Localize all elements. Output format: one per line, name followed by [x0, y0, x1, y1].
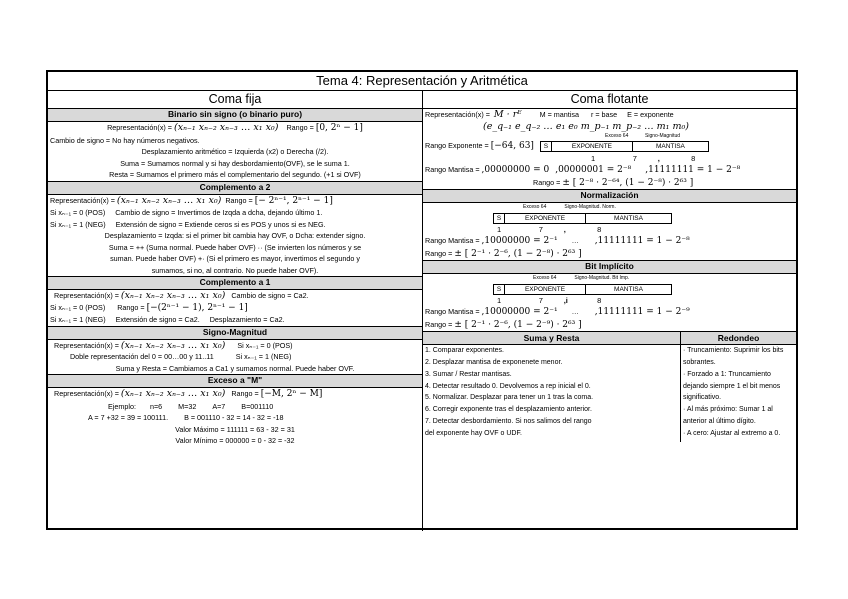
suma-redondeo-table — [423, 331, 796, 442]
suma-resta-column — [423, 332, 681, 442]
sm-doble: Doble representación del 0 = 00…00 y 11..11 Si xₙ₋₁ = 1 (NEG) — [69, 352, 292, 361]
ca2-suma1: Suma = ++ (Suma normal. Puede haber OVF) ·· (Se invierten los números y se — [108, 242, 362, 252]
binario-resta: Resta = Sumamos el primero más el complementario del segundo. (+1 si OVF) — [109, 170, 361, 179]
suma-step: 3. Sumar / Restar mantisas. — [425, 370, 512, 378]
ca2-repr: Representación(x) = (xₙ₋₁ xₙ₋₂ xₙ₋₃ … x₁ x₀) Rango = [− 2ⁿ⁻¹, 2ⁿ⁻¹ − 1] — [50, 194, 333, 206]
coma-flotante-header: Coma flotante — [423, 91, 796, 109]
ca2-line2: Si xₙ₋₁ = 1 (NEG) Extensión de signo = Extiende ceros si es POS y unos si es NEG. — [50, 219, 326, 229]
imp-bit-layout-box: S EXPONENTE MANTISA — [493, 284, 672, 295]
norm-rango: Rango = ± [ 2⁻¹ · 2⁻⁶, (1 − 2⁻⁸) · 2⁶³ ] — [425, 248, 582, 259]
redondeo-item: · Forzado a 1: Truncamiento — [683, 370, 771, 378]
imp-rango-mantisa: Rango Mantisa = ,10000000 = 2⁻¹ … ,11111111 = 1 − 2⁻⁹ — [425, 307, 690, 318]
norm-bit-counts: 1 7 , 8 — [497, 224, 602, 234]
redondeo-item: significativo. — [683, 394, 722, 402]
ca2-suma3: sumamos, si no, al contrario. No puede haber OVF). — [151, 265, 319, 275]
flot-top-labels: Exceso 64 Signo-Magnitud — [605, 133, 681, 139]
ca1-title: Complemento a 1 — [48, 276, 422, 290]
redondeo-title: Redondeo — [681, 332, 796, 345]
binario-title: Binario sin signo (o binario puro) — [48, 109, 422, 122]
binario-suma: Suma = Sumamos normal y si hay desbordamiento(OVF), se le suma 1. — [120, 158, 350, 168]
suma-step: 1. Comparar exponentes. — [425, 347, 504, 355]
implicito-title: Bit Implícito — [423, 260, 796, 274]
imp-box-row — [423, 283, 796, 295]
exceso-vmax: Valor Máximo = 111111 = 63 - 32 = 31 — [175, 424, 295, 434]
flot-repr: Representación(x) = M · rᴱ M = mantisa r = base E = exponente — [425, 109, 674, 120]
exceso-ejemplo2: A = 7 +32 = 39 = 100111. B = 001110 - 32 = 14 - 32 = -18 — [88, 413, 284, 422]
sm-suma: Suma y Resta = Cambiamos a Ca1 y sumamos normal. Puede haber OVF. — [115, 363, 355, 373]
redondeo-item: · Al más próximo: Sumar 1 al — [683, 406, 773, 414]
norm-rango-mantisa: Rango Mantisa = ,10000000 = 2⁻¹ … ,11111111 = 1 − 2⁻⁸ — [425, 236, 690, 247]
cheat-sheet — [46, 70, 798, 530]
exceso-title: Exceso a "M" — [48, 374, 422, 388]
redondeo-item: · Truncamiento: Suprimir los bits — [683, 347, 784, 355]
exceso-ejemplo: Ejemplo: n=6 M=32 A=7 B=001110 — [108, 401, 274, 411]
flot-rango-mantisa: Rango Mantisa = ,00000000 = 0 ,00000001 = 2⁻⁸ ,11111111 = 1 − 2⁻⁸ — [425, 165, 741, 175]
flot-rango: Rango = ± [ 2⁻⁸ · 2⁻⁶⁴, (1 − 2⁻⁸) · 2⁶³ ] — [533, 177, 694, 188]
flot-rango-exp: Rango Exponente = [−64, 63] S EXPONENTE MANTISA — [423, 140, 796, 153]
redondeo-item: dejando siempre 1 el bit menos — [683, 382, 781, 390]
coma-fija-column — [48, 91, 423, 531]
ca1-repr: Representación(x) = (xₙ₋₁ xₙ₋₂ xₙ₋₃ … x₁ x₀) Cambio de signo = Ca2. — [54, 290, 309, 301]
coma-flotante-column — [423, 91, 796, 531]
ca1-line1: Si xₙ₋₁ = 0 (POS) Rango = [−(2ⁿ⁻¹ − 1), 2ⁿ⁻¹ − 1] — [50, 302, 248, 313]
redondeo-item: sobrantes. — [683, 358, 716, 366]
imp-bit-counts: 1 7 ,i 8 — [497, 295, 602, 305]
exceso-repr: Representación(x) = (xₙ₋₁ xₙ₋₂ xₙ₋₃ … x₁ x₀) Rango = [−M, 2ⁿ − M] — [54, 388, 323, 399]
norm-box-row — [423, 212, 796, 224]
page-title: Tema 4: Representación y Aritmética — [48, 72, 796, 91]
bit-layout-box: S EXPONENTE MANTISA — [540, 141, 709, 152]
suma-step: del exponente hay OVF o UDF. — [425, 429, 522, 437]
norm-title: Normalización — [423, 189, 796, 203]
binario-cambio: Cambio de signo = No hay números negativos. — [50, 135, 200, 145]
norm-bit-layout-box: S EXPONENTE MANTISA — [493, 213, 672, 224]
ca2-desplaz: Desplazamiento = Izqda: si el primer bit cambia hay OVF, o Dcha: extender signo. — [104, 231, 366, 240]
ca2-suma2: suman. Puede haber OVF) +· (Si el primero es mayor, invertimos el segundo y — [110, 254, 360, 263]
imp-labels: Exceso 64 Signo-Magnitud. Bit Imp. — [533, 275, 630, 282]
ca2-line1: Si xₙ₋₁ = 0 (POS) Cambio de signo = Invertimos de Izqda a dcha, dejando último 1. — [50, 208, 323, 217]
ca1-line2: Si xₙ₋₁ = 1 (NEG) Extensión de signo = Ca2. Desplazamiento = Ca2. — [50, 315, 285, 324]
flot-bit-counts: 1 7 , 8 — [591, 153, 696, 163]
redondeo-item: · A cero: Ajustar al extremo a 0. — [683, 429, 781, 437]
norm-labels: Exceso 64 Signo-Magnitud. Norm. — [523, 204, 616, 210]
suma-step: 7. Detectar desbordamiento. Si nos salimos del rango — [425, 417, 592, 425]
binario-repr: Representación(x) = (xₙ₋₁ xₙ₋₂ xₙ₋₃ … x₁ x₀) Rango = [0, 2ⁿ − 1] — [107, 122, 363, 133]
exceso-vmin: Valor Mínimo = 000000 = 0 - 32 = -32 — [175, 436, 295, 445]
suma-step: 4. Detectar resultado 0. Devolvemos a rep inicial el 0. — [425, 382, 591, 390]
suma-resta-title: Suma y Resta — [423, 332, 680, 345]
suma-step: 5. Normalizar. Desplazar para tener un 1 tras la coma. — [425, 394, 594, 402]
binario-desplaz: Desplazamiento aritmético = Izquierda (x2) o Derecha (/2). — [141, 147, 329, 156]
coma-fija-header: Coma fija — [48, 91, 422, 109]
sm-title: Signo-Magnitud — [48, 326, 422, 340]
sm-repr: Representación(x) = (xₙ₋₁ xₙ₋₂ xₙ₋₃ … x₁ x₀) Si xₙ₋₁ = 0 (POS) — [54, 339, 293, 351]
ca2-title: Complemento a 2 — [48, 181, 422, 195]
imp-rango: Rango = ± [ 2⁻¹ · 2⁻⁶, (1 − 2⁻⁹) · 2⁶³ ] — [425, 319, 582, 330]
redondeo-item: anterior al último dígito. — [683, 417, 756, 425]
suma-step: 2. Desplazar mantisa de exponenete menor. — [425, 358, 563, 366]
flot-bits: (e_q₋₁ e_q₋₂ … e₁ e₀ m_p₋₁ m_p₋₂ … m₁ m₀) — [483, 120, 689, 132]
redondeo-column — [681, 332, 796, 442]
suma-step: 6. Corregir exponente tras el desplazamiento anterior. — [425, 406, 592, 414]
